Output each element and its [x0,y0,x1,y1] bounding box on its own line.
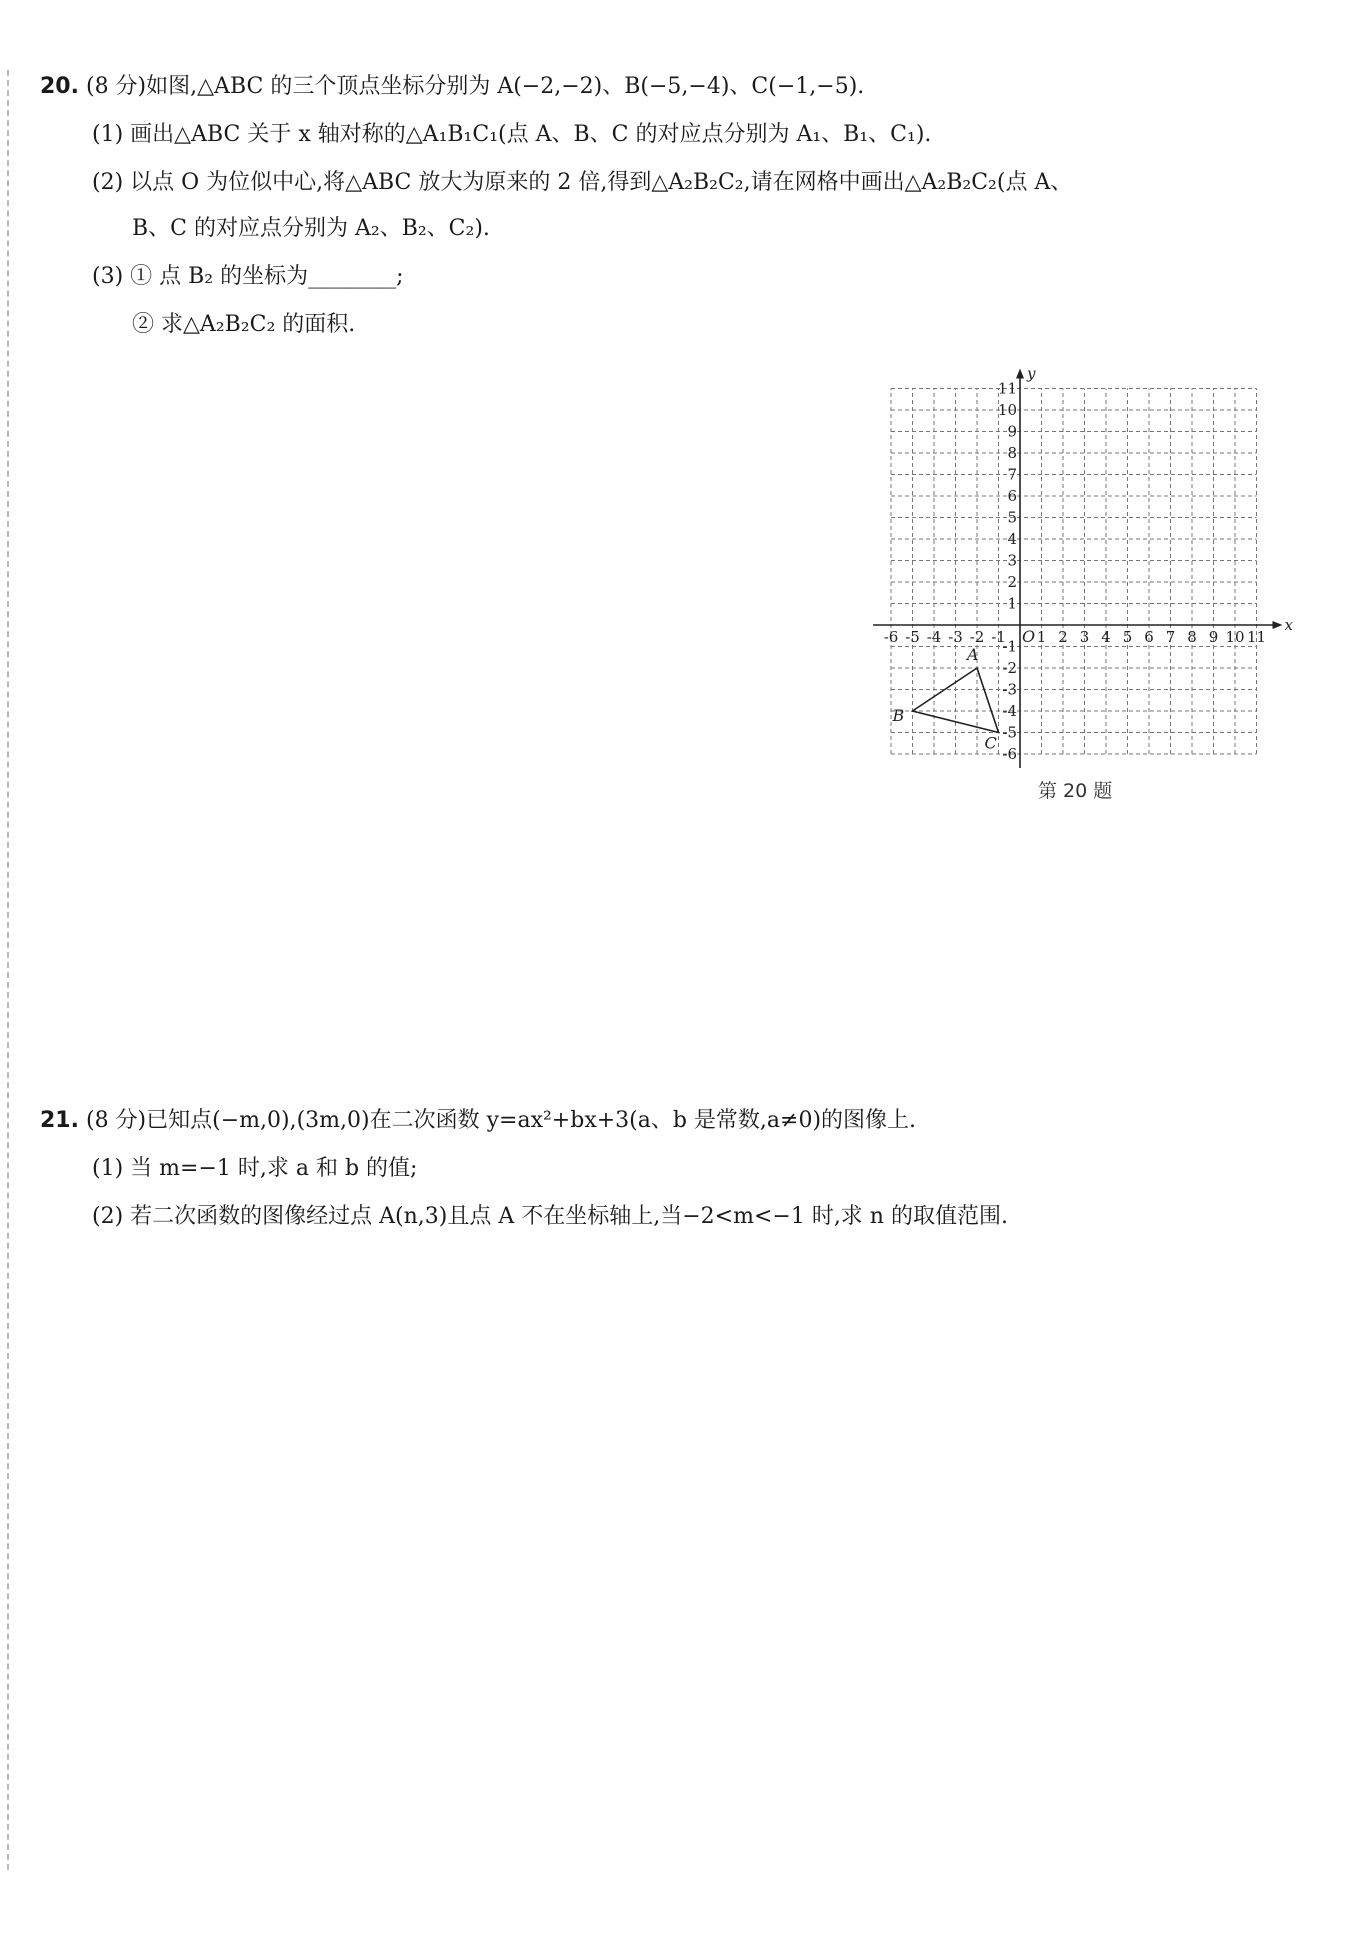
q21-number: 21. [40,1108,79,1133]
y-tick-label: 8 [1007,444,1017,462]
q21-part1: (1) 当 m=−1 时,求 a 和 b 的值; [92,1156,418,1181]
y-tick-label: 9 [1007,422,1017,441]
x-tick-label: -3 [948,628,963,646]
y-tick-label: 11 [997,379,1017,398]
x-axis-label: x [1284,616,1293,634]
y-tick-label: -1 [1002,637,1017,656]
x-tick-label: 3 [1079,628,1090,646]
q20-stem-line [40,72,864,102]
x-tick-label: -4 [926,628,942,646]
vertex-label-b: B [892,706,905,725]
figure-caption: 第 20 题 [1038,780,1113,802]
q21-stem: (8 分)已知点(−m,0),(3m,0)在二次函数 y=ax²+bx+3(a、b 是常数,a≠0)的图像上. [85,1108,917,1133]
x-tick-label: -5 [905,628,920,646]
y-tick-label: 1 [1007,594,1017,613]
y-tick-label: -6 [1002,745,1017,763]
x-tick-label: 5 [1122,628,1133,646]
x-tick-label: 8 [1187,628,1197,646]
x-tick-label: 10 [1225,628,1245,646]
x-tick-label: 2 [1058,628,1068,646]
origin-label: O [1022,627,1036,646]
y-axis-label: y [1027,364,1036,383]
q20-part3-item2: ② 求△A₂B₂C₂ 的面积. [132,312,356,337]
x-tick-label: -1 [991,628,1006,646]
x-tick-label: 1 [1036,628,1047,646]
y-tick-label: -3 [1002,680,1017,699]
x-axis-arrow [1273,621,1283,629]
q20-part3-item1: (3) ① 点 B₂ 的坐标为________; [92,264,404,289]
y-tick-label: 7 [1007,465,1017,484]
x-tick-label: 9 [1208,628,1219,646]
y-tick-label: -5 [1002,723,1017,742]
binding-dashed-line [7,70,9,1870]
x-tick-label: 6 [1144,628,1154,646]
y-tick-label: -4 [1002,702,1017,720]
y-tick-label: 4 [1007,530,1017,548]
y-tick-label: 6 [1007,487,1017,505]
q20-part1: (1) 画出△ABC 关于 x 轴对称的△A₁B₁C₁(点 A、B、C 的对应点分别为 A₁、B₁、C₁). [92,122,932,147]
vertex-label-a: A [967,645,979,664]
q20-part2-line2: B、C 的对应点分别为 A₂、B₂、C₂). [132,216,490,241]
y-tick-label: 5 [1007,508,1017,527]
y-tick-label: -2 [1002,659,1017,677]
x-tick-label: 7 [1165,628,1176,646]
x-tick-label: 4 [1101,628,1111,646]
q20-part2-line1: (2) 以点 O 为位似中心,将△ABC 放大为原来的 2 倍,得到△A₂B₂C₂,请在网格中画出△A₂B₂C₂(点 A、 [92,170,1073,195]
q20-number: 20. [40,74,79,99]
y-tick-label: 3 [1007,551,1017,570]
q20-stem: (8 分)如图,△ABC 的三个顶点坐标分别为 A(−2,−2)、B(−5,−4)、C(−1,−5). [85,74,865,99]
y-axis-arrow [1016,369,1024,379]
coordinate-grid-figure [860,350,1300,810]
x-tick-label: -2 [969,628,985,646]
y-tick-label: 2 [1007,573,1017,591]
q21-part2: (2) 若二次函数的图像经过点 A(n,3)且点 A 不在坐标轴上,当−2<m<−1 时,求 n 的取值范围. [92,1204,1008,1229]
x-tick-label: 11 [1246,628,1267,646]
q21-stem-line [40,1106,916,1136]
y-tick-label: 10 [997,401,1017,419]
x-tick-label: -6 [883,628,899,646]
vertex-label-c: C [984,733,997,753]
